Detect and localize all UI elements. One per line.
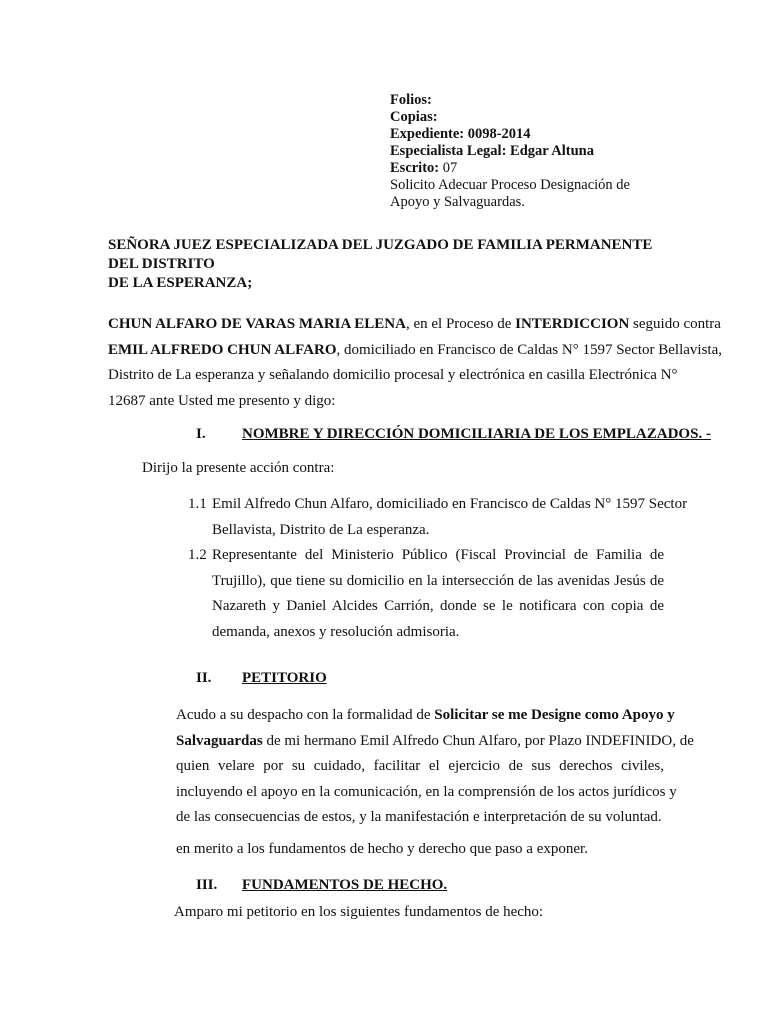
case-header (390, 92, 690, 211)
section-1-number: I. (196, 426, 206, 442)
list-item-line: Bellavista, Distrito de La esperanza. (212, 521, 430, 538)
escrito-label: Escrito: (390, 160, 440, 176)
petitorio-text: Acudo a su despacho con la formalidad de (176, 707, 435, 723)
petitorio-line-4: incluyendo el apoyo en la comunicación, en la comprensión de los actos jurídicos y (176, 783, 677, 800)
intro-line-3: Distrito de La esperanza y señalando domicilio procesal y electrónica en casilla Electrónica N° (108, 367, 678, 383)
escrito-line (390, 160, 690, 177)
especialista-label: Especialista Legal: Edgar Altuna (390, 143, 594, 159)
list-item-line: Emil Alfredo Chun Alfaro, domiciliado en Francisco de Caldas N° 1597 Sector (212, 496, 688, 512)
addressee (108, 236, 668, 293)
section-2-title: PETITORIO (242, 670, 327, 686)
list-item-number: 1.2 (188, 547, 207, 563)
list-item-line: Nazareth y Daniel Alcides Carrión, donde se le notificara con copia de (212, 598, 664, 614)
petitorio-closing: en merito a los fundamentos de hecho y derecho que paso a exponer. (176, 841, 588, 857)
addressee-line-2: DE LA ESPERANZA; (108, 275, 253, 291)
intro-text: , domiciliado en Francisco de Caldas N° 1597 Sector Bellavista, (336, 341, 722, 358)
petitorio-line-3: quien velare por su cuidado, facilitar el ejercicio de sus derechos civiles, (176, 758, 664, 774)
petitorio-line-5: de las consecuencias de estos, y la manifestación e interpretación de su voluntad. (176, 809, 662, 825)
intro-text: seguido contra (629, 316, 721, 332)
folios-label: Folios: (390, 92, 432, 108)
addressee-line-1: SEÑORA JUEZ ESPECIALIZADA DEL JUZGADO DE FAMILIA PERMANENTE DEL DISTRITO (108, 237, 653, 272)
list-item (188, 543, 664, 645)
expediente-label: Expediente: 0098-2014 (390, 126, 531, 142)
section-3-number: III. (196, 877, 218, 893)
intro-paragraph (108, 312, 722, 414)
section-3-title: FUNDAMENTOS DE HECHO. (242, 877, 448, 893)
list-item-line: Representante del Ministerio Público (Fiscal Provincial de Familia de (212, 547, 664, 563)
plaintiff-name: CHUN ALFARO DE VARAS MARIA ELENA (108, 316, 406, 332)
defendant-name: EMIL ALFREDO CHUN ALFARO (108, 341, 337, 358)
list-item-number: 1.1 (188, 496, 207, 512)
list-item (188, 492, 688, 543)
intro-line-1 (108, 312, 721, 338)
section-1-lead: Dirijo la presente acción contra: (142, 460, 335, 476)
sumilla-line-2: Apoyo y Salvaguardas. (390, 194, 525, 210)
copias-label: Copias: (390, 109, 438, 125)
section-2-number: II. (196, 670, 212, 686)
list-item-line: Trujillo), que tiene su domicilio en la intersección de las avenidas Jesús de (212, 572, 664, 589)
petitorio-text: de mi hermano Emil Alfredo Chun Alfaro, por Plazo INDEFINIDO, de (262, 732, 694, 749)
section-3-lead: Amparo mi petitorio en los siguientes fundamentos de hecho: (174, 904, 544, 920)
petitorio-request: Solicitar se me Designe como Apoyo y (434, 707, 675, 723)
defendants-list (188, 492, 688, 645)
intro-line-4: 12687 ante Usted me presento y digo: (108, 392, 336, 409)
list-item-line: demanda, anexos y resolución admisoria. (212, 623, 460, 640)
section-1-title: NOMBRE Y DIRECCIÓN DOMICILIARIA DE LOS EMPLAZADOS. - (242, 426, 711, 442)
process-type: INTERDICCION (515, 316, 630, 332)
sumilla-line-1: Solicito Adecuar Proceso Designación de (390, 177, 630, 193)
intro-line-2 (108, 338, 722, 364)
petitorio-line-1 (176, 703, 675, 729)
petitorio-paragraph (176, 703, 694, 831)
petitorio-line-2 (176, 729, 694, 755)
petitorio-request-cont: Salvaguardas (176, 732, 263, 749)
intro-text: , en el Proceso de (405, 316, 516, 332)
escrito-value: 07 (439, 160, 458, 176)
